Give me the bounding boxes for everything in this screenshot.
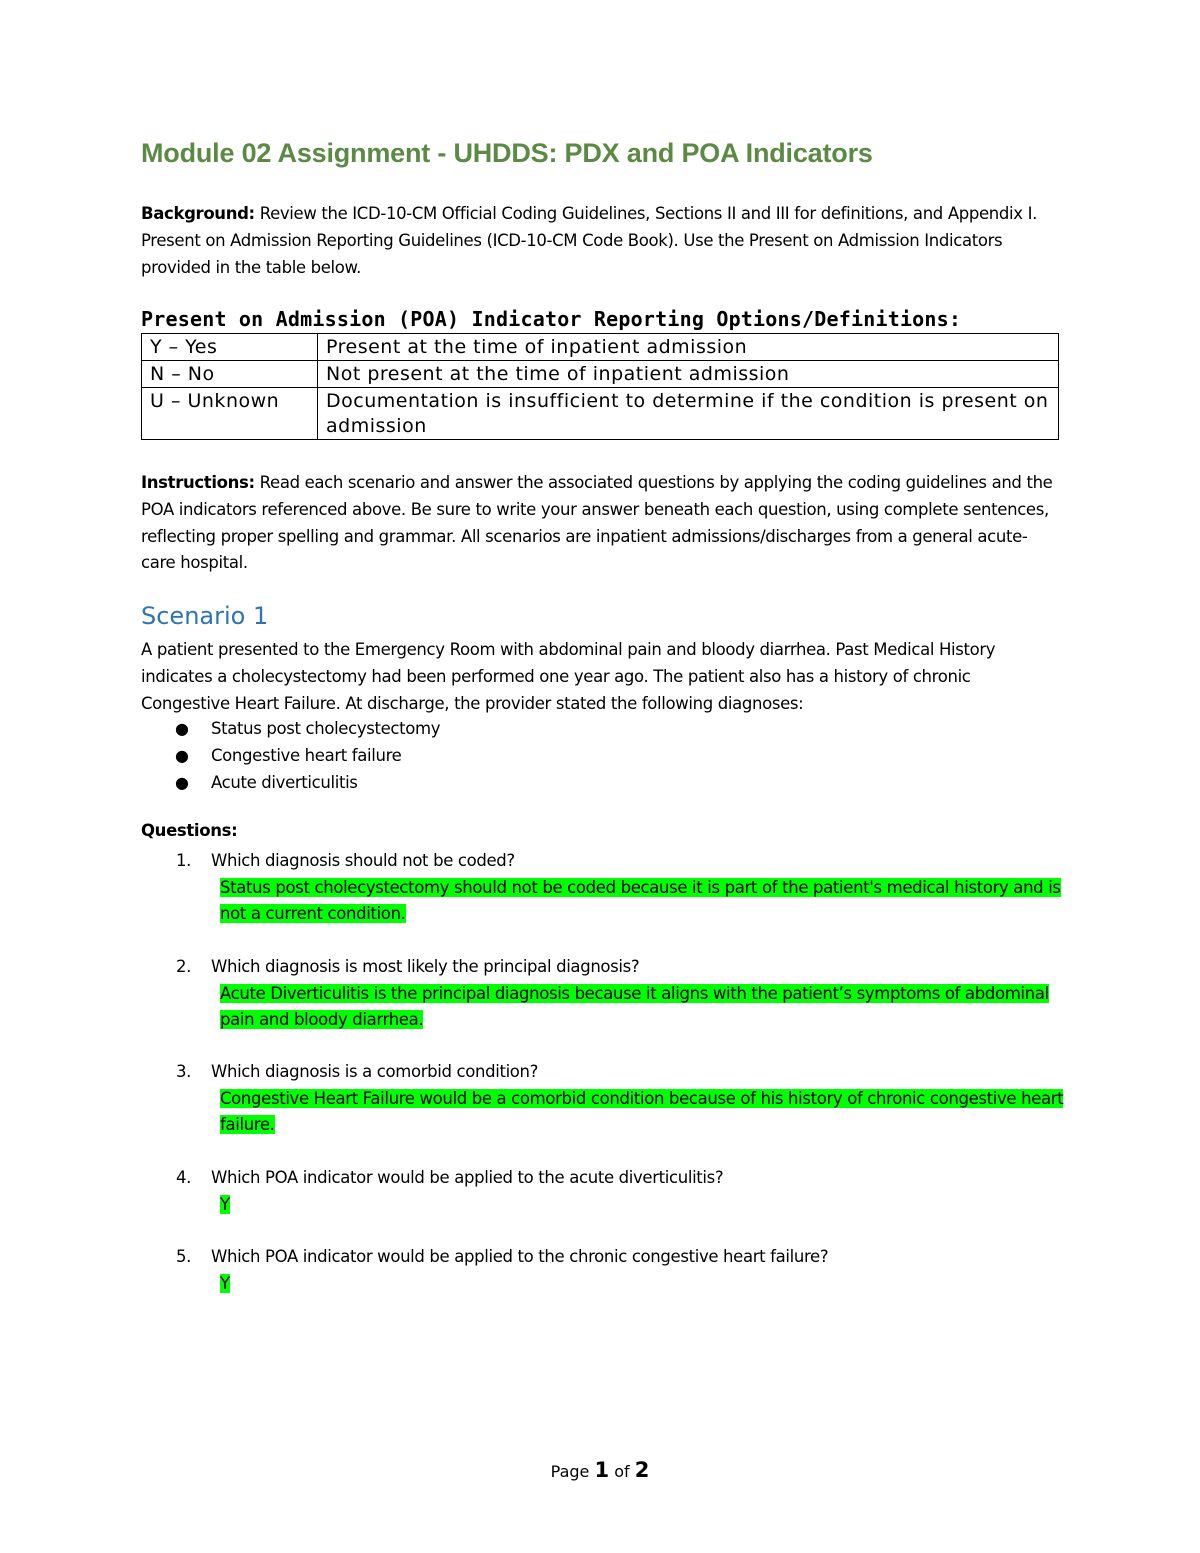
document-title: Module 02 Assignment - UHDDS: PDX and POA Indicators (141, 138, 873, 168)
question-text: Which POA indicator would be applied to the acute diverticulitis? (211, 1168, 724, 1187)
poa-code-cell: U – Unknown (142, 388, 318, 440)
question-item (141, 848, 1071, 928)
answer-block (220, 981, 1071, 1034)
question-number: 3. (176, 1062, 192, 1081)
answer-text: Status post cholecystectomy should not be coded because it is part of the patient's medical history and is not a current condition. (220, 877, 1061, 923)
poa-table-heading: Present on Admission (POA) Indicator Reporting Options/Definitions: (141, 307, 962, 331)
questions-label: Questions: (141, 821, 238, 840)
question-text: Which diagnosis should not be coded? (211, 851, 515, 870)
table-row (142, 361, 1059, 388)
bullet-icon: ● (175, 745, 189, 765)
answer-block (220, 1086, 1071, 1139)
page-total: 2 (634, 1458, 650, 1482)
instructions-label: Instructions: (141, 473, 255, 492)
poa-definition-cell: Documentation is insufficient to determine if the condition is present on admission (318, 388, 1059, 440)
question-text: Which POA indicator would be applied to the chronic congestive heart failure? (211, 1247, 829, 1266)
bullet-icon: ● (175, 772, 189, 792)
answer-block (220, 1192, 1071, 1219)
answer-text: Acute Diverticulitis is the principal diagnosis because it aligns with the patient’s symptoms of abdominal pain and bloody diarrhea. (220, 983, 1049, 1029)
question-item (141, 954, 1071, 1034)
table-row (142, 334, 1059, 361)
scenario-description: A patient presented to the Emergency Room with abdominal pain and bloody diarrhea. Past Medical History indicates a cholecystectomy had been performed one year ago. The patient also has a history of chronic Congestive Heart Failure. At discharge, the provider stated the following diagnoses: (141, 640, 996, 713)
poa-definition-cell: Not present at the time of inpatient admission (318, 361, 1059, 388)
page-label: Page (550, 1462, 590, 1481)
table-row (142, 388, 1059, 440)
question-number: 2. (176, 957, 192, 976)
poa-code-cell: N – No (142, 361, 318, 388)
diagnosis-text: Acute diverticulitis (211, 772, 358, 792)
diagnosis-text: Congestive heart failure (211, 745, 402, 765)
question-item (141, 1244, 1071, 1297)
background-paragraph (141, 201, 1061, 281)
question-text: Which diagnosis is a comorbid condition? (211, 1062, 539, 1081)
question-number: 4. (176, 1168, 192, 1187)
poa-indicator-table (141, 333, 1059, 440)
list-item (141, 743, 440, 770)
answer-text: Y (220, 1273, 230, 1293)
answer-block (220, 1271, 1071, 1298)
background-text: Review the ICD-10-CM Official Coding Guidelines, Sections II and III for definitions, and Appendix I. Present on Admission Reporting Guidelines (ICD-10-CM Code Book). Use the Present on Admission Indicators provided in the table below. (141, 204, 1037, 277)
of-label: of (614, 1462, 630, 1481)
question-number: 5. (176, 1247, 192, 1266)
list-item (141, 770, 440, 797)
background-label: Background: (141, 204, 255, 223)
answer-block (220, 875, 1071, 928)
question-item (141, 1059, 1071, 1139)
page-footer (0, 1458, 1200, 1482)
instructions-text: Read each scenario and answer the associated questions by applying the coding guidelines and the POA indicators referenced above. Be sure to write your answer beneath each question, using complete sentences, reflecting proper spelling and grammar. All scenarios are inpatient admissions/discharges from a general acute-care hospital. (141, 473, 1053, 573)
answer-text: Y (220, 1194, 230, 1214)
diagnosis-list (141, 716, 440, 796)
question-number: 1. (176, 851, 192, 870)
answer-text: Congestive Heart Failure would be a comorbid condition because of his history of chronic congestive heart failure. (220, 1088, 1064, 1134)
scenario-title: Scenario 1 (141, 602, 269, 630)
question-item (141, 1165, 1071, 1218)
poa-code-cell: Y – Yes (142, 334, 318, 361)
list-item (141, 716, 440, 743)
bullet-icon: ● (175, 719, 189, 738)
page-number: 1 (594, 1458, 610, 1482)
instructions-paragraph (141, 470, 1061, 577)
diagnosis-text: Status post cholecystectomy (211, 719, 441, 738)
question-text: Which diagnosis is most likely the principal diagnosis? (211, 957, 640, 976)
poa-definition-cell: Present at the time of inpatient admission (318, 334, 1059, 361)
